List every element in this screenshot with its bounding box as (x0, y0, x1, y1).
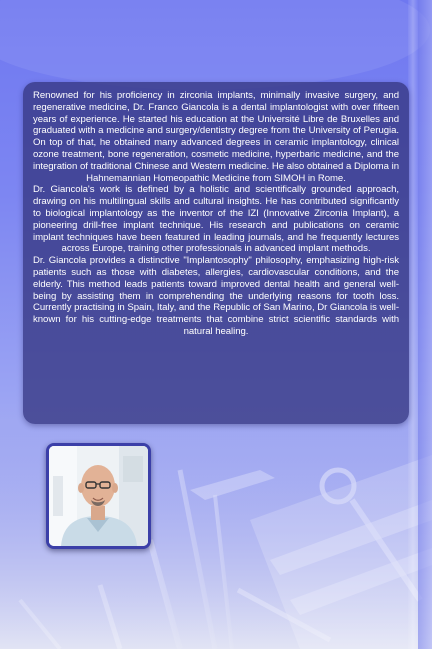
bio-paragraph-1: Renowned for his proficiency in zirconia implants, minimally invasive surgery, and regenerative medicine, Dr. Franco Giancola is a dental implantologist with over fifteen years of experience. He started his education at the Université Libre de Bruxelles and graduated with a medicine and surgery/dentistry degree from the University of Perugia. On top of that, he obtained many advanced degrees in ceramic implantology, clinical ozone treatment, bone regeneration, cosmetic medicine, hyperbaric medicine, and the integration of traditional Chinese and Western medicine. He also obtained a Diploma in Hahnemannian Homeopathic Medicine from SIMOH in Rome. (33, 90, 399, 184)
bio-paragraph-3: Dr. Giancola provides a distinctive "Implantosophy" philosophy, emphasizing high-risk patients such as those with diabetes, allergies, cardiovascular conditions, and the elderly. This method leads patients toward improved dental health and general well-being by assisting them in comprehending the underlying reasons for tooth loss. Currently practising in Spain, Italy, and the Republic of San Marino, Dr Giancola is well-known for his cutting-edge treatments that combine strict scientific standards with natural healing. (33, 255, 399, 337)
bio-card (23, 82, 409, 424)
decorative-band (408, 0, 418, 649)
doctor-portrait-icon (49, 446, 148, 546)
decorative-edge (418, 0, 432, 649)
doctor-portrait (46, 443, 151, 549)
bio-paragraph-2: Dr. Giancola's work is defined by a holistic and scientifically grounded approach, drawing on his multilingual skills and cultural insights. He has contributed significantly to biological implantology as the inventor of the IZI (Innovative Zirconia Implant), a pioneering drill-free implant technique. His research and publications on ceramic implant techniques have been featured in leading journals, and he frequently lectures across Europe, training other professionals in advanced implant methods. (33, 184, 399, 255)
